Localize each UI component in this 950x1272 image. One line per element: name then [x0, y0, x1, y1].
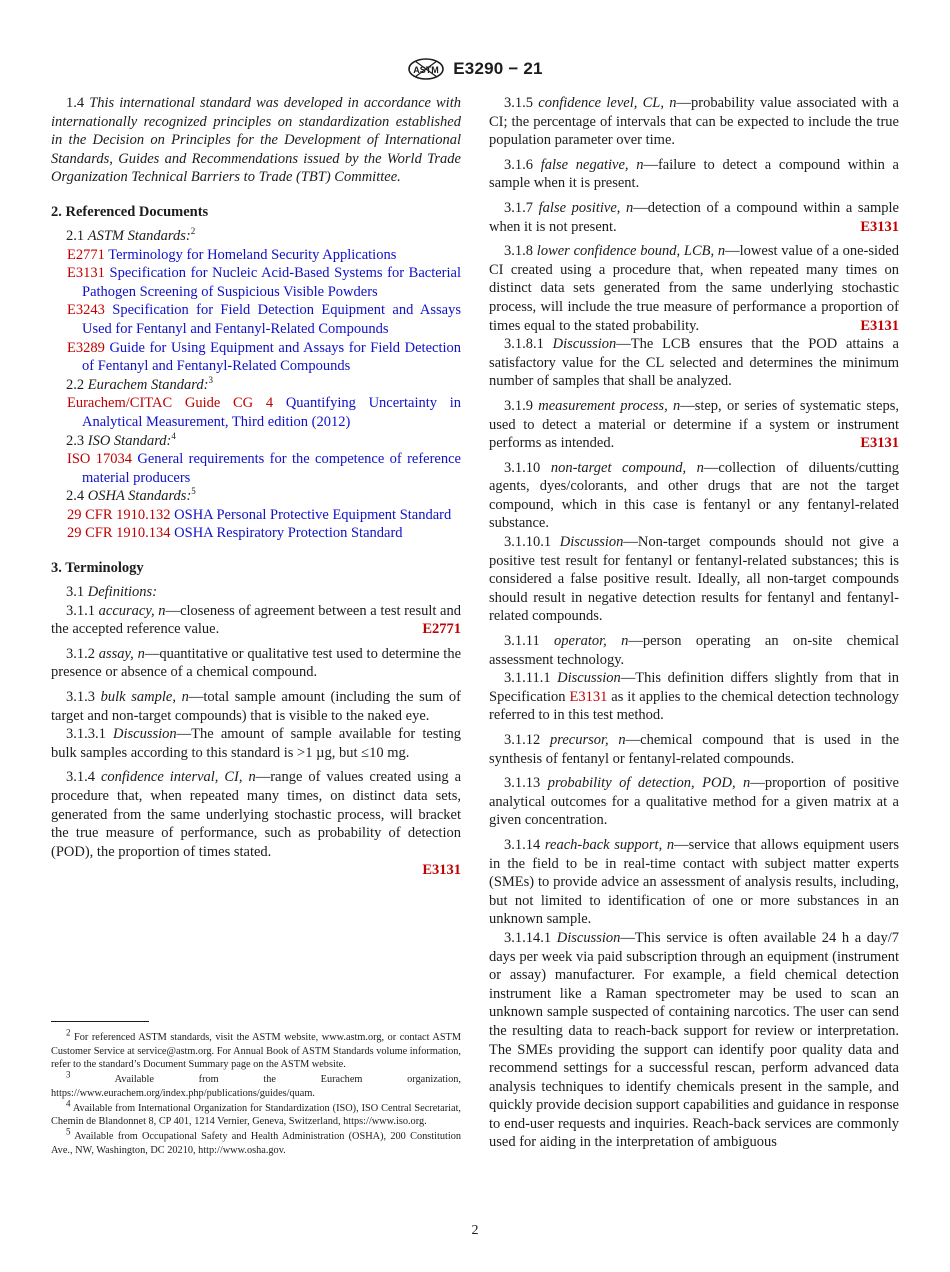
term-false-negative: 3.1.6 false negative, n—failure to detect a compound within a sample when it is present.	[489, 156, 899, 192]
discussion-3-1-3-1: 3.1.3.1 Discussion—The amount of sample available for testing bulk samples according to this standard is >1 µg, but ≤10 mg.	[51, 726, 461, 761]
term-ref-link[interactable]: E3131	[422, 862, 461, 879]
term-confidence-level: 3.1.5 confidence level, CL, n—probability value associated with a CI; the percentage of intervals that can be expected to include the true population parameter over time.	[489, 95, 899, 149]
term-precursor: 3.1.12 precursor, n—chemical compound that is used in the synthesis of fentanyl or fentanyl-related compounds.	[489, 732, 900, 767]
term-ref-link[interactable]: E3131	[860, 435, 899, 452]
reference-e3243[interactable]: E3243 Specification for Field Detection Equipment and Assays Used for Fentanyl and Fentanyl-Related Compounds	[67, 302, 461, 337]
section-2-heading: 2. Referenced Documents	[51, 203, 209, 220]
term-ref-link[interactable]: E3131	[860, 218, 899, 235]
reference-e3289[interactable]: E3289 Guide for Using Equipment and Assays for Field Detection of Fentanyl and Fentanyl-Related Compounds	[67, 339, 462, 375]
term-confidence-interval: 3.1.4 confidence interval, CI, n—range of values created using a procedure that, when repeated many times, on distinct data sets, generated from the same underlying stochastic process, will bracket the true measure of performance, such as probability of detection (POD), the proportion of times stated.	[51, 769, 462, 860]
section-3-heading: 3. Terminology	[51, 560, 144, 577]
term-bulk-sample: 3.1.3 bulk sample, n—total sample amount (including the sum of target and non-target compounds) that is visible to the naked eye.	[51, 689, 462, 724]
term-false-positive: 3.1.7 false positive, n—detection of a compound within a sample when it is not present. E3131	[489, 199, 899, 235]
reference-e3131[interactable]: E3131 Specification for Nucleic Acid-Based Systems for Bacterial Pathogen Screening of Suspicious Visible Powders	[67, 265, 461, 300]
reference-cfr-1910-132[interactable]: 29 CFR 1910.132 OSHA Personal Protective Equipment Standard	[67, 506, 452, 523]
left-column	[51, 94, 461, 880]
right-column	[489, 94, 899, 1152]
subsection-2-2: 2.2 Eurachem Standard:$^3$	[66, 374, 213, 393]
subsection-2-4: 2.4 OSHA Standards:$^5$	[66, 486, 196, 505]
term-accuracy: 3.1.1 accuracy, n—closeness of agreement between a test result and the accepted reference value. E2771	[51, 602, 461, 638]
reference-cfr-1910-134[interactable]: 29 CFR 1910.134 OSHA Respiratory Protection Standard	[67, 525, 403, 542]
discussion-3-1-14-1: 3.1.14.1 Discussion—This service is often available 24 h a day/7 days per week via paid subscription through an equipment (instrument or assay) manufacturer. For example, a field chemical detection instrument like a Raman spectrometer may be used to scan an unknown sample suspected of containing narcotics. The user can send the resulting data to reach-back support for review or interpretation. The SMEs providing the support can identify poor quality data and recommend settings for a successful rescan, perform advanced data analysis techniques to identify chemicals present in the sample, and quickly provide decision support capabilities and guidance in response to end-user requests and inquiries. Reach-back services are commonly used for aiding in the interpretation of ambiguous	[489, 929, 900, 1151]
subsection-3-1: 3.1 Definitions:	[66, 584, 158, 601]
term-ref-link[interactable]: E3131	[860, 317, 899, 334]
subsection-2-1: 2.1 ASTM Standards:$^2$	[66, 226, 196, 244]
astm-logo-icon	[407, 56, 445, 82]
footnote-3: 3 Available from the Eurachem organization, https://www.eurachem.org/index.php/publications/guides/quam.	[51, 1069, 461, 1099]
discussion-3-1-8-1: 3.1.8.1 Discussion—The LCB ensures that the POD attains a satisfactory value for the CL selected and determines the minimum number of samples that shall be analyzed.	[489, 336, 899, 390]
footnote-divider	[51, 1021, 149, 1022]
reference-eurachem[interactable]: Eurachem/CITAC Guide CG 4 Quantifying Uncertainty in Analytical Measurement, Third edition (2012)	[67, 395, 462, 430]
paragraph-1-4: 1.4 This international standard was developed in accordance with internationally recognized principles on standardization established in the Decision on Principles for the Development of International Standards, Guides and Recommendations issued by the World Trade Organization Technical Barriers to Trade (TBT) Committee.	[51, 95, 461, 186]
document-id: E3290 − 21	[453, 59, 543, 78]
reference-iso-17034[interactable]: ISO 17034 General requirements for the competence of reference material producers	[67, 451, 461, 486]
term-probability-of-detection: 3.1.13 probability of detection, POD, n—proportion of positive analytical outcomes for a qualitative method for a given matrix at a given concentration.	[489, 775, 899, 829]
page-number: 2	[471, 1223, 479, 1238]
term-lower-confidence-bound: 3.1.8 lower confidence bound, LCB, n—lowest value of a one-sided CI created using a procedure that, when repeated many times on distinct data sets generated from the same underlying stochastic process, will include the true measure of performance a proportion of times equal to the stated probability. E3131	[489, 243, 899, 334]
subsection-2-3: 2.3 ISO Standard:$^4$	[66, 430, 176, 449]
svg-text:ASTM: ASTM	[413, 65, 440, 75]
inline-ref-e3131[interactable]: E3131	[569, 688, 608, 705]
footnote-2: 2 For referenced ASTM standards, visit the ASTM website, www.astm.org, or contact ASTM Customer Service at service@astm.org. For Annual Book of ASTM Standards volume information, refer to the standard’s Document Summary page on the ASTM website.	[51, 1027, 461, 1071]
footnote-4: 4 Available from International Organization for Standardization (ISO), ISO Central Secretariat, Chemin de Blandonnet 8, CP 401, 1214 Vernier, Geneva, Switzerland, https://www.iso.org.	[51, 1098, 461, 1128]
term-measurement-process: 3.1.9 measurement process, n—step, or series of systematic steps, used to detect a material or determine if a system or instrument performs as intended. E3131	[489, 397, 899, 452]
term-reach-back-support: 3.1.14 reach-back support, n—service that allows equipment users in the field to be in real-time contact with subject matter experts (SMEs) to provide advice an assessment of analysis results, including, but not limited to identification of one or more substances in an unknown sample.	[489, 836, 899, 928]
term-ref-link[interactable]: E2771	[422, 621, 461, 638]
discussion-3-1-10-1: 3.1.10.1 Discussion—Non-target compounds should not give a positive test result for fentanyl or fentanyl-related substances; this is considered a false positive result. Ideally, all non-target compounds should result in negative detection results for fentanyl and fentanyl-related compounds.	[489, 534, 899, 625]
term-operator: 3.1.11 operator, n—person operating an on-site chemical assessment technology.	[489, 633, 899, 668]
term-assay: 3.1.2 assay, n—quantitative or qualitative test used to determine the presence or absence of a chemical compound.	[51, 645, 462, 681]
reference-e2771[interactable]: E2771 Terminology for Homeland Security Applications	[67, 246, 397, 263]
term-non-target-compound: 3.1.10 non-target compound, n—collection of diluents/cutting agents, dyes/colorants, and other drugs that are not the target compound, which in this case is fentanyl or any fentanyl-related substance.	[489, 459, 899, 532]
discussion-3-1-11-1: 3.1.11.1 Discussion—This definition differs slightly from that in Specification E3131 as it applies to the chemical detection technology referred to in this test method.	[489, 670, 900, 724]
page-header	[0, 56, 950, 82]
footnote-5: 5 Available from Occupational Safety and Health Administration (OSHA), 200 Constitution Ave., NW, Washington, DC 20210, http://www.osha.gov.	[51, 1126, 461, 1156]
footnotes	[51, 1027, 461, 1158]
